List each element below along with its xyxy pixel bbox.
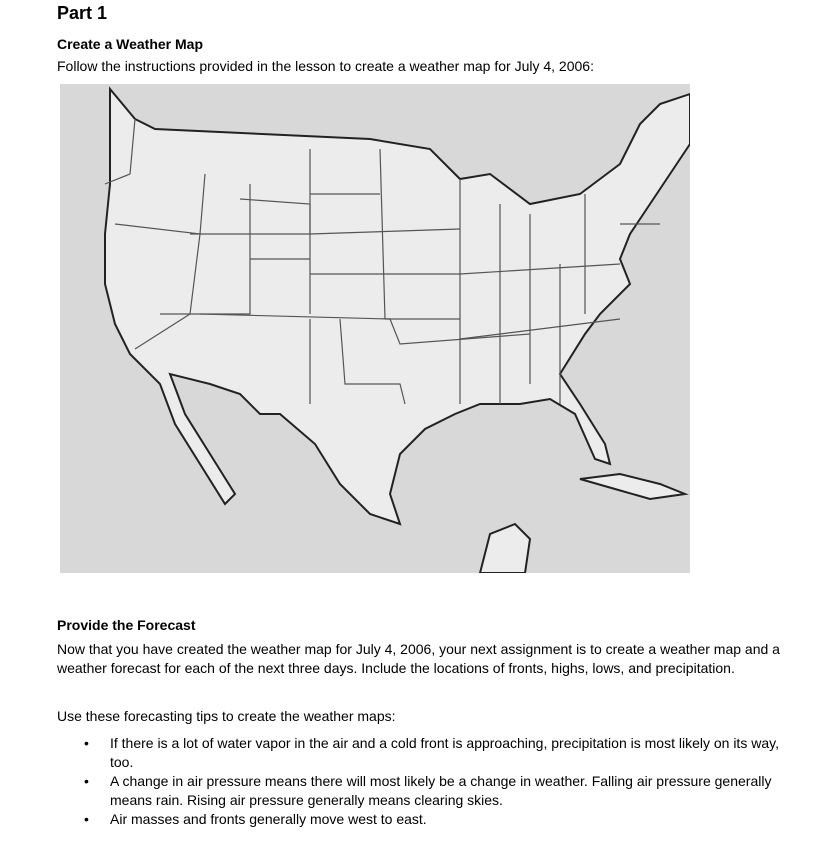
- instructions-text: Follow the instructions provided in the lesson to create a weather map for July 4, 2006:: [57, 58, 594, 74]
- forecast-text: Now that you have created the weather map for July 4, 2006, your next assignment is to create a weather map and a weather forecast for each of the next three days. Include the locations of fronts, highs, lows, and precipitation.: [57, 641, 780, 676]
- tip-item: • Air masses and fronts generally move west to east.: [57, 810, 787, 829]
- tips-intro: Use these forecasting tips to create the weather maps:: [57, 708, 396, 724]
- tips-list: [57, 734, 787, 829]
- tip-item: • If there is a lot of water vapor in the air and a cold front is approaching, precipitation is most likely on its way, too.: [57, 734, 787, 772]
- tip-item: • A change in air pressure means there will most likely be a change in weather. Falling air pressure generally means rain. Rising air pressure generally means clearing skies.: [57, 772, 787, 810]
- us-outline-map: [60, 84, 690, 573]
- section-heading-forecast: Provide the Forecast: [57, 617, 196, 633]
- section-heading-create-map: Create a Weather Map: [57, 36, 204, 52]
- page-title: Part 1: [57, 3, 108, 23]
